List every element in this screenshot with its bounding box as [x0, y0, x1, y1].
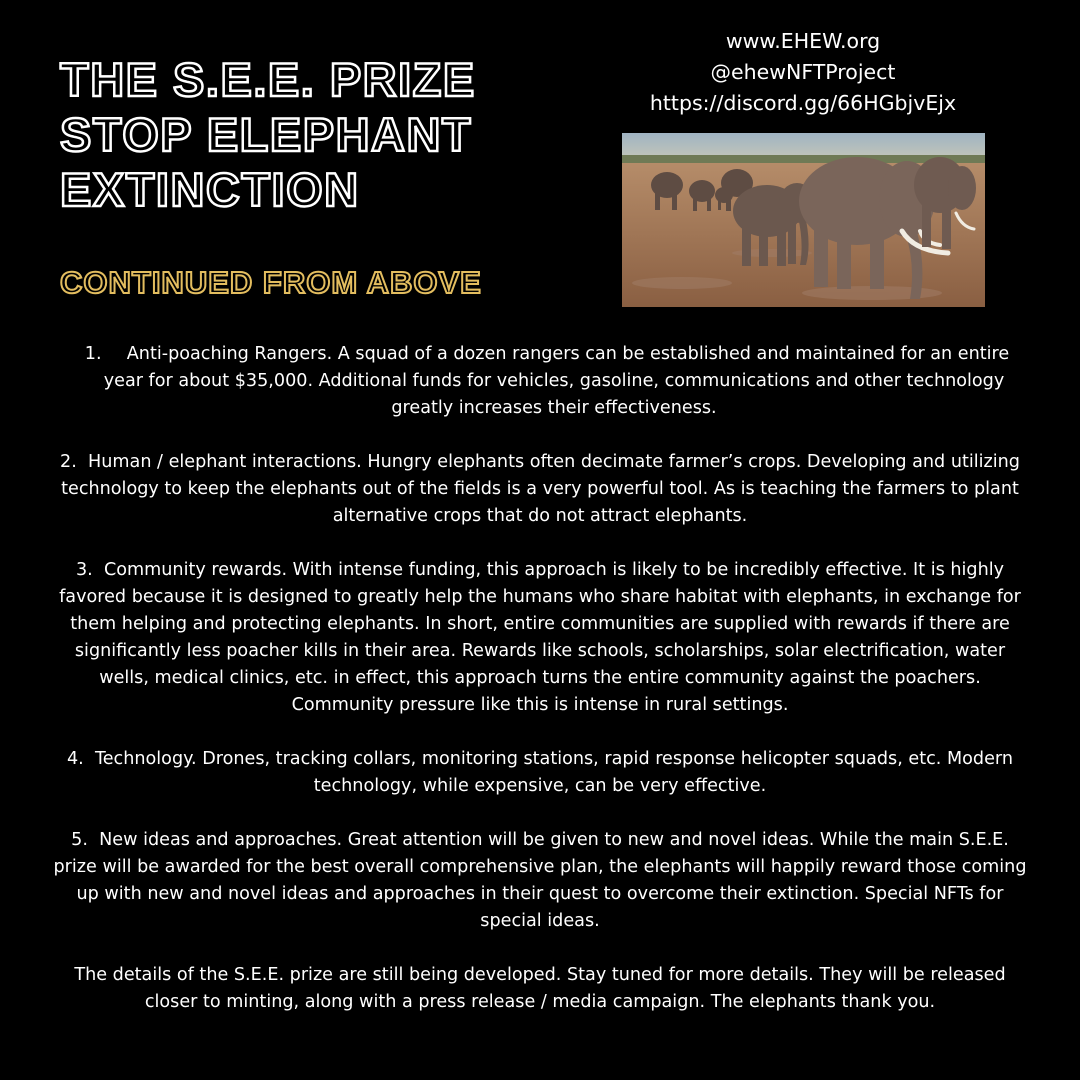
list-item-number: 2. — [60, 452, 77, 472]
list-item-number: 3. — [75, 560, 93, 580]
title-block — [60, 52, 560, 217]
title-line-2: STOP ELEPHANT — [60, 108, 473, 161]
body-text — [50, 341, 1030, 1043]
list-item — [50, 827, 1030, 935]
website-link[interactable]: www.EHEW.org — [725, 29, 881, 53]
list-item-text: Community rewards. With intense funding, this approach is likely to be incredibly effective. It is highly favored because it is designed to greatly help the humans who share habitat with elephants, in exchange for them helping and protecting elephants. In short, entire communities are supplied with rewards if there are significantly less poacher kills in their area. Rewards like schools, scholarships, solar electrification, water wells, medical clinics, etc. in effect, this approach turns the entire community against the poachers. Community pressure like this is intense in rural settings. — [59, 560, 1021, 715]
elephant-herd-photo — [622, 133, 985, 307]
subtitle: CONTINUED FROM ABOVE — [60, 265, 482, 300]
list-item — [50, 557, 1030, 719]
social-handle[interactable]: @ehewNFTProject — [710, 60, 896, 84]
title-line-1: THE S.E.E. PRIZE — [60, 53, 476, 106]
list-item-number: 1. — [84, 344, 102, 364]
list-item-number: 5. — [71, 830, 88, 850]
discord-link[interactable]: https://discord.gg/66HGbjvEjx — [649, 91, 957, 115]
title-line-3: EXTINCTION — [60, 163, 360, 216]
list-item-text: New ideas and approaches. Great attention will be given to new and novel ideas. While the main S.E.E. prize will be awarded for the best overall comprehensive plan, the elephants will happily reward those coming up with new and novel ideas and approaches in their quest to overcome their extinction. Special NFTs for special ideas. — [53, 830, 1027, 931]
list-item-text: Human / elephant interactions. Hungry elephants often decimate farmer’s crops. Developing and utilizing technology to keep the elephants out of the fields is a very powerful tool. As is teaching the farmers to plant alternative crops that do not attract elephants. — [61, 452, 1020, 526]
list-item — [50, 746, 1030, 800]
list-item-number: 4. — [66, 749, 84, 769]
list-item-text: Technology. Drones, tracking collars, monitoring stations, rapid response helicopter squads, etc. Modern technology, while expensive, can be very effective. — [94, 749, 1013, 796]
links-block — [620, 26, 986, 119]
list-item — [50, 341, 1030, 422]
list-item-text: Anti-poaching Rangers. A squad of a dozen rangers can be established and maintained for an entire year for about $35,000. Additional funds for vehicles, gasoline, communications and other technology greatly increases their effectiveness. — [103, 344, 1010, 418]
closing-paragraph: The details of the S.E.E. prize are still being developed. Stay tuned for more details. They will be released closer to minting, along with a press release / media campaign. The elephants thank you. — [74, 965, 1006, 1012]
elephant-herd-illustration — [622, 133, 985, 307]
list-item — [50, 449, 1030, 530]
